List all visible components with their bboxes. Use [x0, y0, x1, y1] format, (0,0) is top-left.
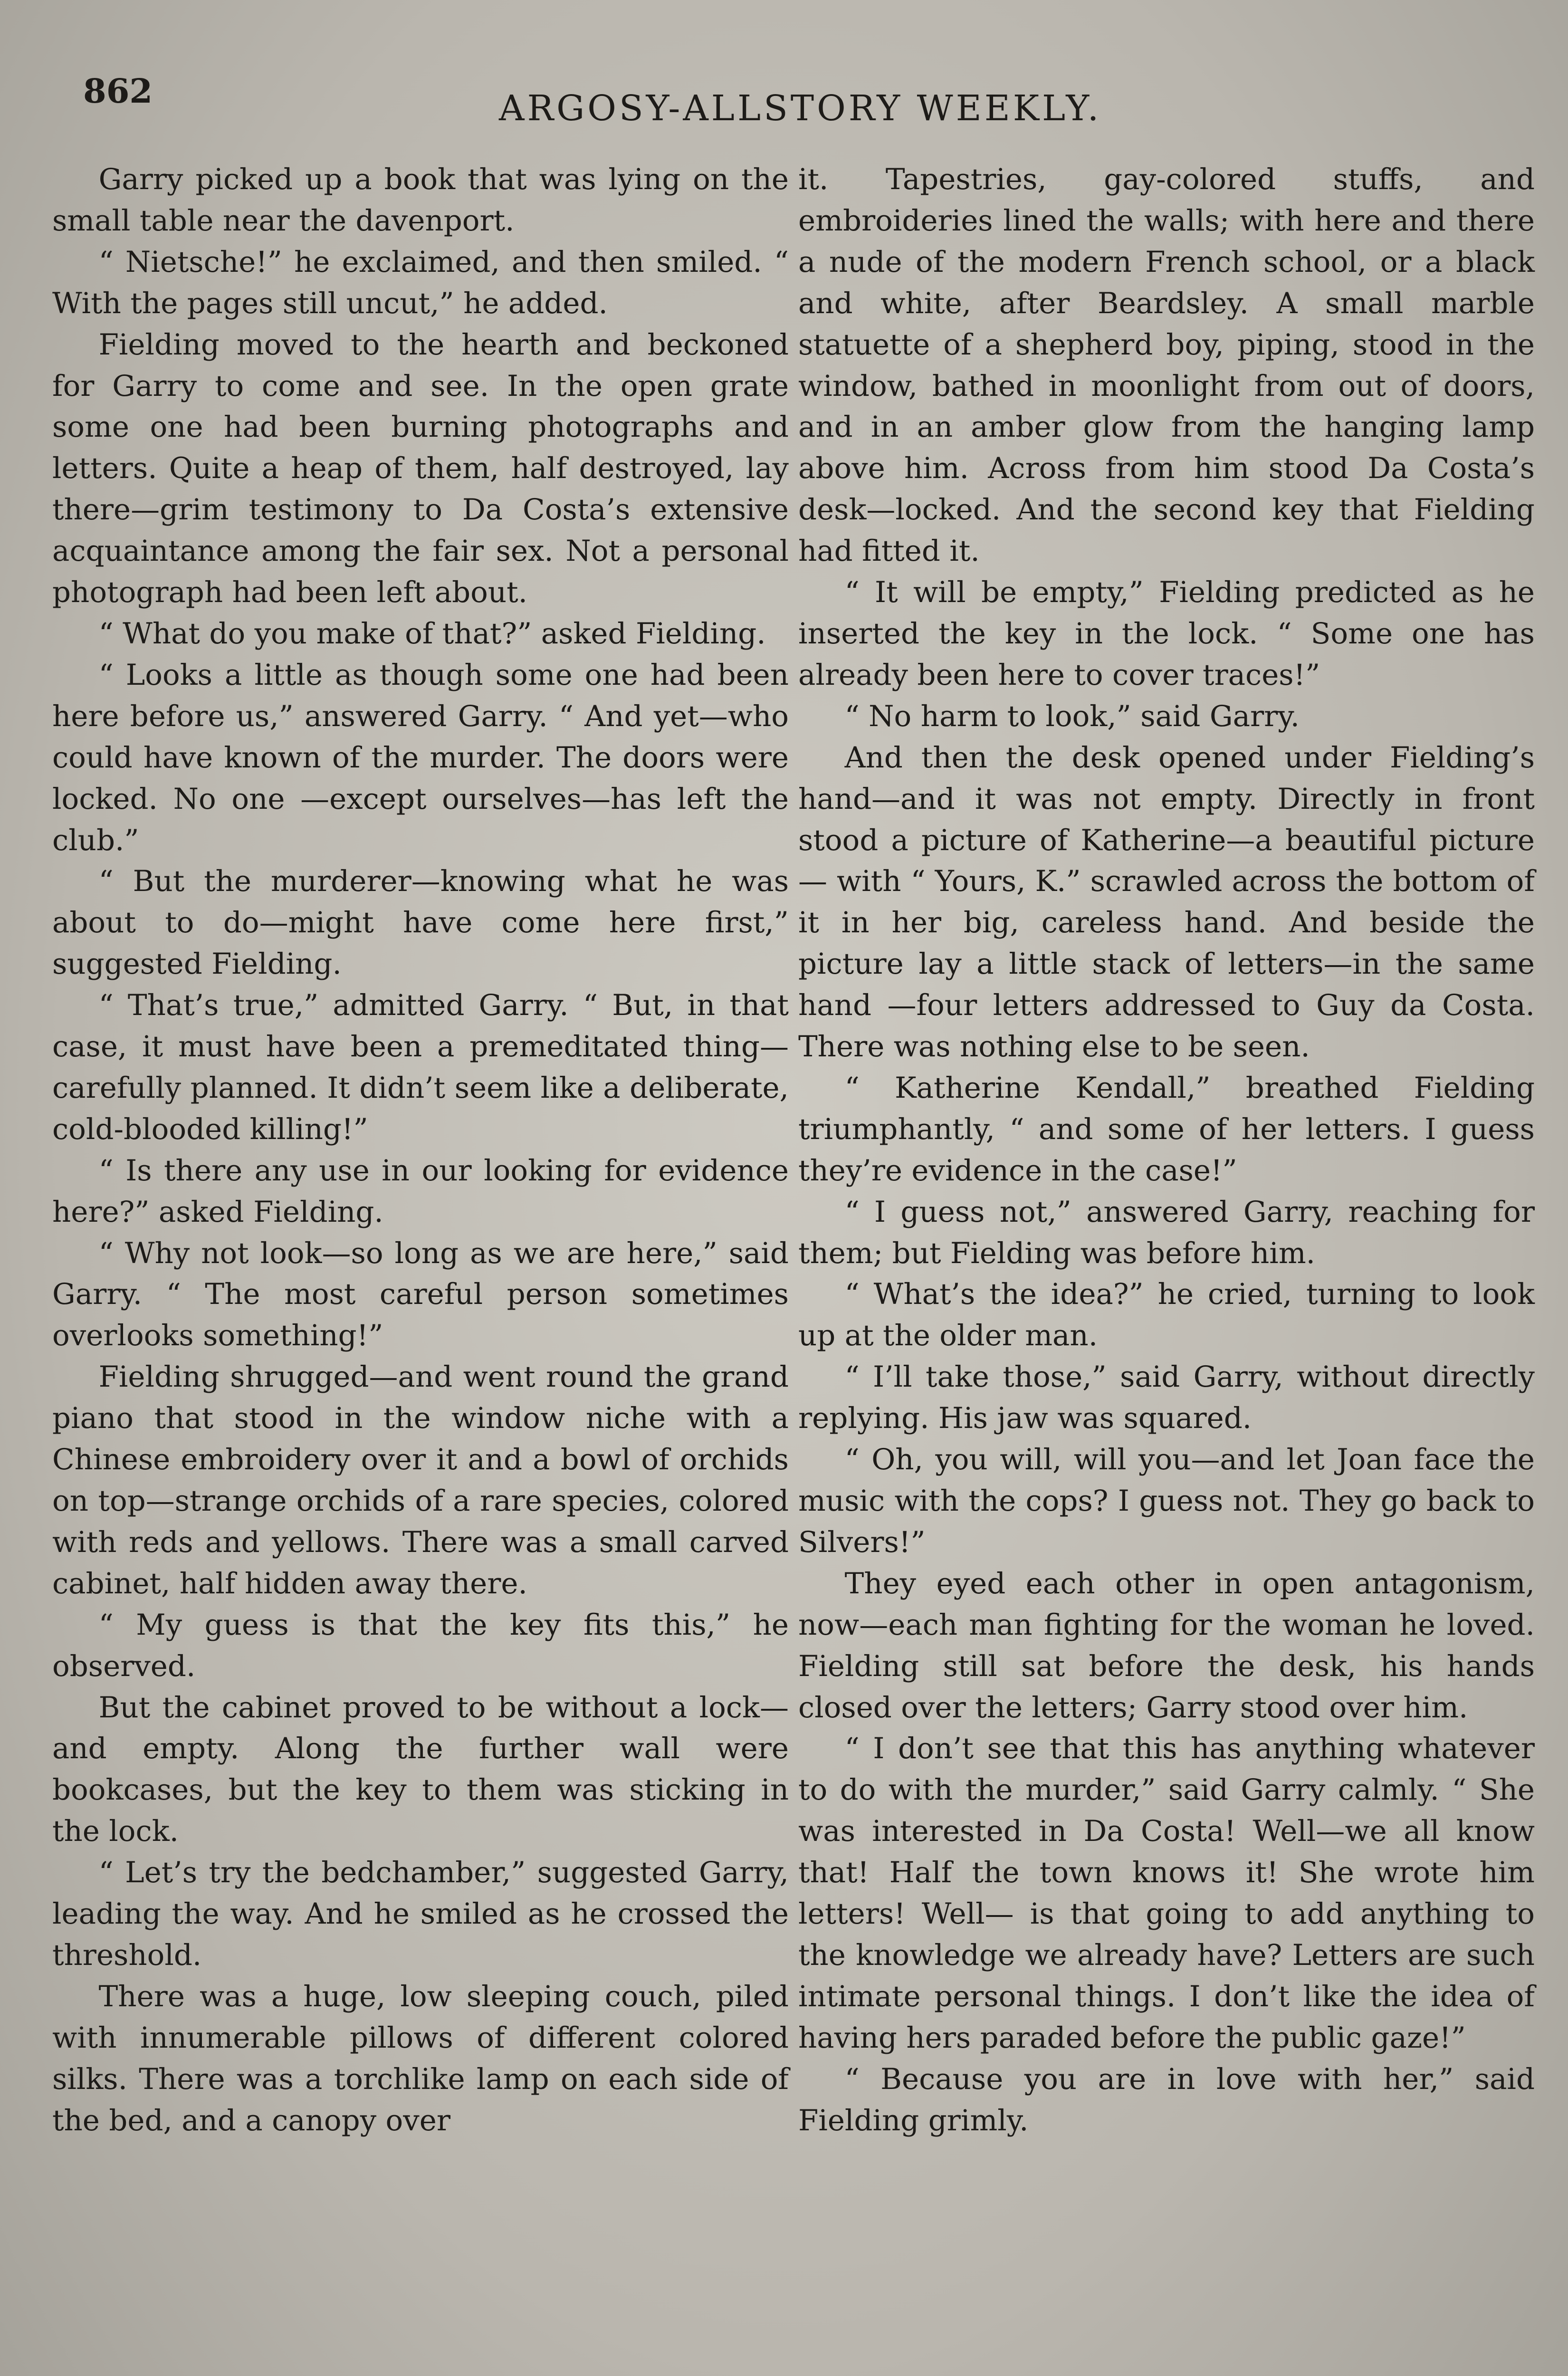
- page-number: 862: [83, 71, 153, 111]
- paragraph: “ Oh, you will, will you—and let Joan face the music with the cops? I guess not. They go back to Silvers!”: [798, 1443, 1535, 1559]
- paragraph: “ Because you are in love with her,” said Fielding grimly.: [798, 2062, 1535, 2137]
- running-head: ARGOSY-ALLSTORY WEEKLY.: [499, 88, 1102, 129]
- right-column: [798, 159, 1535, 2142]
- paragraph: “ But the murderer—knowing what he was about to do—might have come here first,” suggested Fielding.: [52, 864, 789, 981]
- paragraph: Fielding shrugged—and went round the grand piano that stood in the window niche with a Chinese embroidery over it and a bowl of orchids on top—strange orchids of a rare species, colored with reds and yellows. There was a small carved cabinet, half hidden away there.: [52, 1360, 789, 1600]
- paragraph: “ I don’t see that this has anything whatever to do with the murder,” said Garry calmly. “ She was interested in Da Costa! Well—we all know that! Half the town knows it! She wrote him letters! Well— is that going to add anything to the knowledge we already have? Letters are such intimate personal things. I don’t like the idea of having hers paraded before the public gaze!”: [798, 1732, 1535, 2055]
- paragraph: “ That’s true,” admitted Garry. “ But, in that case, it must have been a premeditated thing—carefully planned. It didn’t seem like a deliberate, cold-blooded killing!”: [52, 988, 789, 1146]
- paragraph: “ It will be empty,” Fielding predicted as he inserted the key in the lock. “ Some one has already been here to cover traces!”: [798, 575, 1535, 692]
- paragraph: “ Katherine Kendall,” breathed Fielding triumphantly, “ and some of her letters. I guess they’re evidence in the case!”: [798, 1071, 1535, 1188]
- paragraph: “ My guess is that the key fits this,” he observed.: [52, 1608, 789, 1683]
- paragraph: “ Nietsche!” he exclaimed, and then smiled. “ With the pages still uncut,” he added.: [52, 245, 789, 320]
- paragraph: “ I’ll take those,” said Garry, without directly replying. His jaw was squared.: [798, 1360, 1535, 1436]
- paragraph: There was a huge, low sleeping couch, piled with innumerable pillows of different colored silks. There was a torchlike lamp on each side of the bed, and a canopy over: [52, 1979, 789, 2137]
- paragraph: “ What do you make of that?” asked Fielding.: [98, 616, 766, 651]
- paragraph: “ What’s the idea?” he cried, turning to look up at the older man.: [798, 1277, 1535, 1353]
- paragraph: “ Let’s try the bedchamber,” suggested Garry, leading the way. And he smiled as he crossed the threshold.: [52, 1856, 789, 1972]
- paragraph: it. Tapestries, gay-colored stuffs, and embroideries lined the walls; with here and there a nude of the modern French school, or a black and white, after Beardsley. A small marble statuette of a shepherd boy, piping, stood in the window, bathed in moonlight from out of doors, and in an amber glow from the hanging lamp above him. Across from him stood Da Costa’s desk—locked. And the second key that Fielding had fitted it.: [798, 163, 1535, 568]
- paragraph: They eyed each other in open antagonism, now—each man fighting for the woman he loved. Fielding still sat before the desk, his hands closed over the letters; Garry stood over him.: [798, 1566, 1535, 1725]
- paragraph: And then the desk opened under Fielding’s hand—and it was not empty. Directly in front stood a picture of Katherine—a beautiful picture — with “ Yours, K.” scrawled across the bottom of it in her big, careless hand. And beside the picture lay a little stack of letters—in the same hand —four letters addressed to Guy da Costa. There was nothing else to be seen.: [798, 740, 1535, 1064]
- paragraph: “ Looks a little as though some one had been here before us,” answered Garry. “ And yet—who could have known of the murder. The doors were locked. No one —except ourselves—has left the club.”: [52, 658, 789, 857]
- paragraph: “ Why not look—so long as we are here,” said Garry. “ The most careful person sometimes overlooks something!”: [52, 1236, 789, 1353]
- paragraph: “ No harm to look,” said Garry.: [844, 699, 1300, 733]
- paragraph: But the cabinet proved to be without a lock—and empty. Along the further wall were bookcases, but the key to them was sticking in the lock.: [52, 1690, 789, 1849]
- paragraph: “ Is there any use in our looking for evidence here?” asked Fielding.: [52, 1153, 789, 1229]
- paragraph: “ I guess not,” answered Garry, reaching for them; but Fielding was before him.: [798, 1195, 1535, 1270]
- paragraph: Garry picked up a book that was lying on the small table near the davenport.: [52, 163, 789, 238]
- paragraph: Fielding moved to the hearth and beckoned for Garry to come and see. In the open grate some one had been burning photographs and letters. Quite a heap of them, half destroyed, lay there—grim testimony to Da Costa’s extensive acquaintance among the fair sex. Not a personal photograph had been left about.: [52, 327, 789, 610]
- left-column: [52, 159, 789, 2142]
